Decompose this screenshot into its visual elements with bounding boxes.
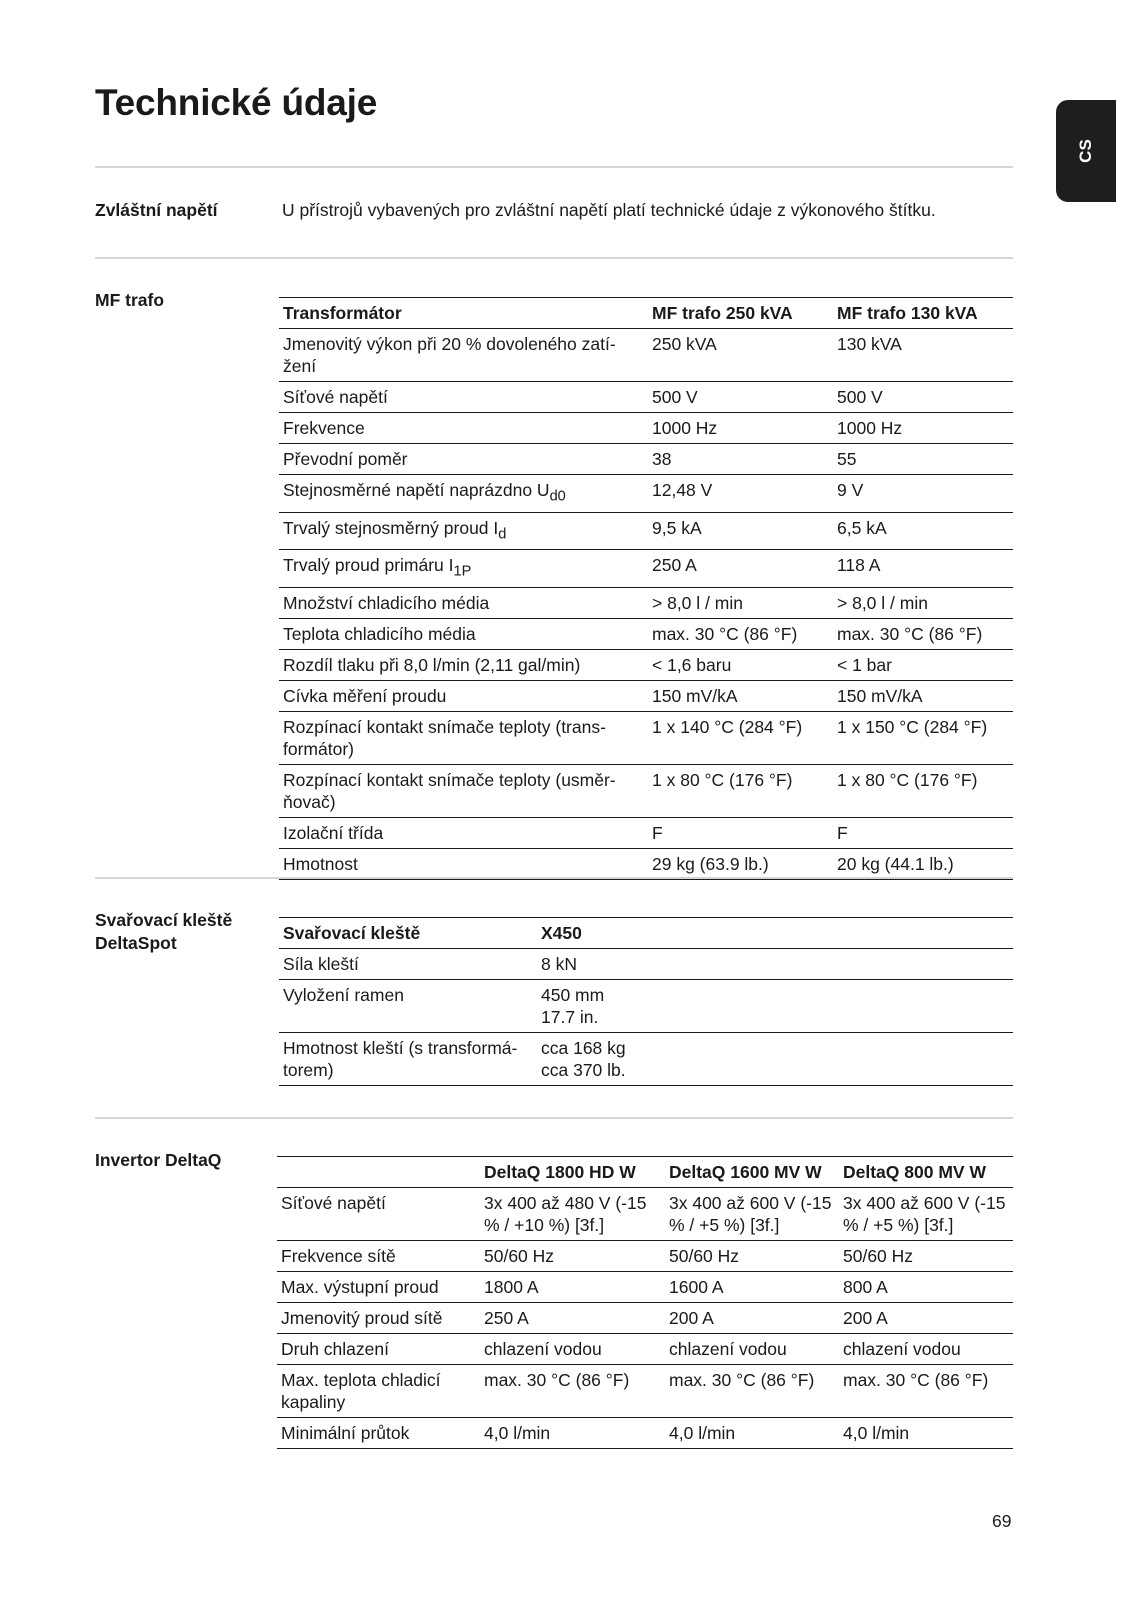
gun-label: Svařovací kleště DeltaSpot: [95, 910, 233, 953]
row-label-cell: Frekvence sítě: [277, 1241, 480, 1272]
value-cell: 9 V: [833, 475, 1013, 513]
value-cell: 250 A: [480, 1303, 665, 1334]
table-row: [279, 618, 1013, 649]
table-row: [277, 1272, 1013, 1303]
value-cell: 130 kVA: [833, 329, 1013, 382]
value-cell: F: [833, 817, 1013, 848]
value-cell: 1 x 140 °C (284 °F): [648, 711, 833, 764]
column-header: DeltaQ 800 MV W: [839, 1157, 1013, 1188]
inverter-label: Invertor DeltaQ: [95, 1150, 222, 1170]
value-cell: 1 x 80 °C (176 °F): [648, 764, 833, 817]
value-cell: 20 kg (44.1 lb.): [833, 848, 1013, 879]
value-cell: 500 V: [833, 382, 1013, 413]
value-cell: 50/60 Hz: [480, 1241, 665, 1272]
table-row: [277, 1365, 1013, 1418]
column-header: DeltaQ 1800 HD W: [480, 1157, 665, 1188]
mf-trafo-label: MF trafo: [95, 290, 165, 310]
table-row: [279, 817, 1013, 848]
value-cell: max. 30 °C (86 °F): [665, 1365, 839, 1418]
value-cell: 1000 Hz: [833, 413, 1013, 444]
value-cell: 800 A: [839, 1272, 1013, 1303]
row-label-text: Trvalý proud primáru I: [283, 555, 454, 575]
row-label-cell: Frekvence: [279, 413, 648, 444]
value-cell: 8 kN: [537, 949, 1013, 980]
row-label-cell: Síťové napětí: [277, 1188, 480, 1241]
table-row: [279, 711, 1013, 764]
column-header: MF trafo 130 kVA: [833, 298, 1013, 329]
table-header-row: [279, 918, 1013, 949]
value-cell: 200 A: [839, 1303, 1013, 1334]
row-label-cell: Druh chlazení: [277, 1334, 480, 1365]
row-label-cell: Jmenovitý proud sítě: [277, 1303, 480, 1334]
column-header: Transformátor: [279, 298, 648, 329]
row-label-cell: Hmotnost: [279, 848, 648, 879]
language-tab[interactable]: [1056, 100, 1116, 202]
value-cell: 4,0 l/min: [665, 1418, 839, 1449]
table-header-row: [279, 298, 1013, 329]
row-label-cell: [279, 512, 648, 550]
value-cell: 4,0 l/min: [480, 1418, 665, 1449]
table-row: [279, 1033, 1013, 1086]
value-cell: 3x 400 až 480 V (-15 % / +10 %) [3f.]: [480, 1188, 665, 1241]
row-label-text: Stejnosměrné napětí naprázdno U: [283, 480, 550, 500]
language-tab-label: CS: [1076, 139, 1095, 163]
value-cell: 1 x 80 °C (176 °F): [833, 764, 1013, 817]
value-cell: > 8,0 l / min: [833, 587, 1013, 618]
value-cell: 1000 Hz: [648, 413, 833, 444]
table-row: [277, 1303, 1013, 1334]
row-label-cell: Převodní poměr: [279, 444, 648, 475]
value-cell: 12,48 V: [648, 475, 833, 513]
row-label-cell: Max. teplota chladicí kapaliny: [277, 1365, 480, 1418]
value-cell: < 1,6 baru: [648, 649, 833, 680]
row-label-subscript: d0: [549, 488, 566, 505]
table-row: [277, 1334, 1013, 1365]
mf-trafo-table: [279, 297, 1013, 880]
value-cell: 50/60 Hz: [665, 1241, 839, 1272]
value-cell: 118 A: [833, 550, 1013, 588]
row-label-cell: Hmotnost kleští (s transformá-torem): [279, 1033, 537, 1086]
row-label-cell: Rozpínací kontakt snímače teploty (trans-formátor): [279, 711, 648, 764]
row-label-cell: Síla kleští: [279, 949, 537, 980]
value-cell: max. 30 °C (86 °F): [648, 618, 833, 649]
value-cell: < 1 bar: [833, 649, 1013, 680]
value-cell: chlazení vodou: [665, 1334, 839, 1365]
value-cell: max. 30 °C (86 °F): [839, 1365, 1013, 1418]
page-title: Technické údaje: [95, 82, 378, 123]
row-label-cell: Izolační třída: [279, 817, 648, 848]
divider: [95, 877, 1013, 879]
value-cell: 38: [648, 444, 833, 475]
value-cell: chlazení vodou: [480, 1334, 665, 1365]
table-row: [279, 949, 1013, 980]
row-label-cell: Minimální průtok: [277, 1418, 480, 1449]
value-cell: 55: [833, 444, 1013, 475]
special-voltage-label: Zvláštní napětí: [95, 200, 218, 220]
row-label-cell: Rozdíl tlaku při 8,0 l/min (2,11 gal/min): [279, 649, 648, 680]
row-label-cell: Cívka měření proudu: [279, 680, 648, 711]
value-cell: cca 168 kg cca 370 lb.: [537, 1033, 1013, 1086]
column-header: Svařovací kleště: [279, 918, 537, 949]
special-voltage-text: U přístrojů vybavených pro zvláštní napětí platí technické údaje z výkonového štítku.: [282, 200, 936, 220]
row-label-cell: Síťové napětí: [279, 382, 648, 413]
divider: [95, 166, 1013, 168]
value-cell: 150 mV/kA: [833, 680, 1013, 711]
table-row: [279, 550, 1013, 588]
table-row: [277, 1418, 1013, 1449]
table-row: [279, 848, 1013, 879]
value-cell: 6,5 kA: [833, 512, 1013, 550]
value-cell: 29 kg (63.9 lb.): [648, 848, 833, 879]
value-cell: max. 30 °C (86 °F): [833, 618, 1013, 649]
row-label-text: Trvalý stejnosměrný proud I: [283, 517, 499, 538]
row-label-cell: [279, 475, 648, 513]
value-cell: 500 V: [648, 382, 833, 413]
table-row: [277, 1241, 1013, 1272]
value-cell: 250 kVA: [648, 329, 833, 382]
table-row: [279, 980, 1013, 1033]
column-header: DeltaQ 1600 MV W: [665, 1157, 839, 1188]
row-label-cell: Vyložení ramen: [279, 980, 537, 1033]
row-label-cell: [279, 550, 648, 588]
column-header: MF trafo 250 kVA: [648, 298, 833, 329]
value-cell: 50/60 Hz: [839, 1241, 1013, 1272]
divider: [95, 1117, 1013, 1119]
table-row: [279, 329, 1013, 382]
table-row: [279, 764, 1013, 817]
value-cell: 1600 A: [665, 1272, 839, 1303]
table-row: [279, 444, 1013, 475]
table-row: [279, 649, 1013, 680]
table-row: [277, 1188, 1013, 1241]
table-row: [279, 413, 1013, 444]
value-cell: 9,5 kA: [648, 512, 833, 550]
row-label-cell: Rozpínací kontakt snímače teploty (usměr-ňovač): [279, 764, 648, 817]
table-row: [279, 512, 1013, 550]
inverter-table: [277, 1156, 1013, 1449]
value-cell: 3x 400 až 600 V (-15 % / +5 %) [3f.]: [839, 1188, 1013, 1241]
row-label-subscript: 1P: [453, 563, 472, 580]
welding-gun-table: [279, 917, 1013, 1086]
value-cell: 1800 A: [480, 1272, 665, 1303]
row-label-subscript: d: [498, 526, 507, 542]
value-cell: 200 A: [665, 1303, 839, 1334]
table-row: [279, 475, 1013, 513]
table-row: [279, 587, 1013, 618]
value-cell: max. 30 °C (86 °F): [480, 1365, 665, 1418]
column-header: X450: [537, 918, 1013, 949]
value-cell: 450 mm 17.7 in.: [537, 980, 1013, 1033]
value-cell: chlazení vodou: [839, 1334, 1013, 1365]
table-header-row: [277, 1157, 1013, 1188]
value-cell: 3x 400 až 600 V (-15 % / +5 %) [3f.]: [665, 1188, 839, 1241]
divider: [95, 257, 1013, 259]
row-label-cell: Teplota chladicího média: [279, 618, 648, 649]
column-header: [277, 1157, 480, 1188]
value-cell: 1 x 150 °C (284 °F): [833, 711, 1013, 764]
row-label-cell: Množství chladicího média: [279, 587, 648, 618]
table-row: [279, 680, 1013, 711]
value-cell: 4,0 l/min: [839, 1418, 1013, 1449]
value-cell: > 8,0 l / min: [648, 587, 833, 618]
value-cell: 150 mV/kA: [648, 680, 833, 711]
page-number: 69: [992, 1511, 1012, 1531]
value-cell: F: [648, 817, 833, 848]
row-label-cell: Max. výstupní proud: [277, 1272, 480, 1303]
value-cell: 250 A: [648, 550, 833, 588]
row-label-cell: Jmenovitý výkon při 20 % dovoleného zatí-žení: [279, 329, 648, 382]
table-row: [279, 382, 1013, 413]
